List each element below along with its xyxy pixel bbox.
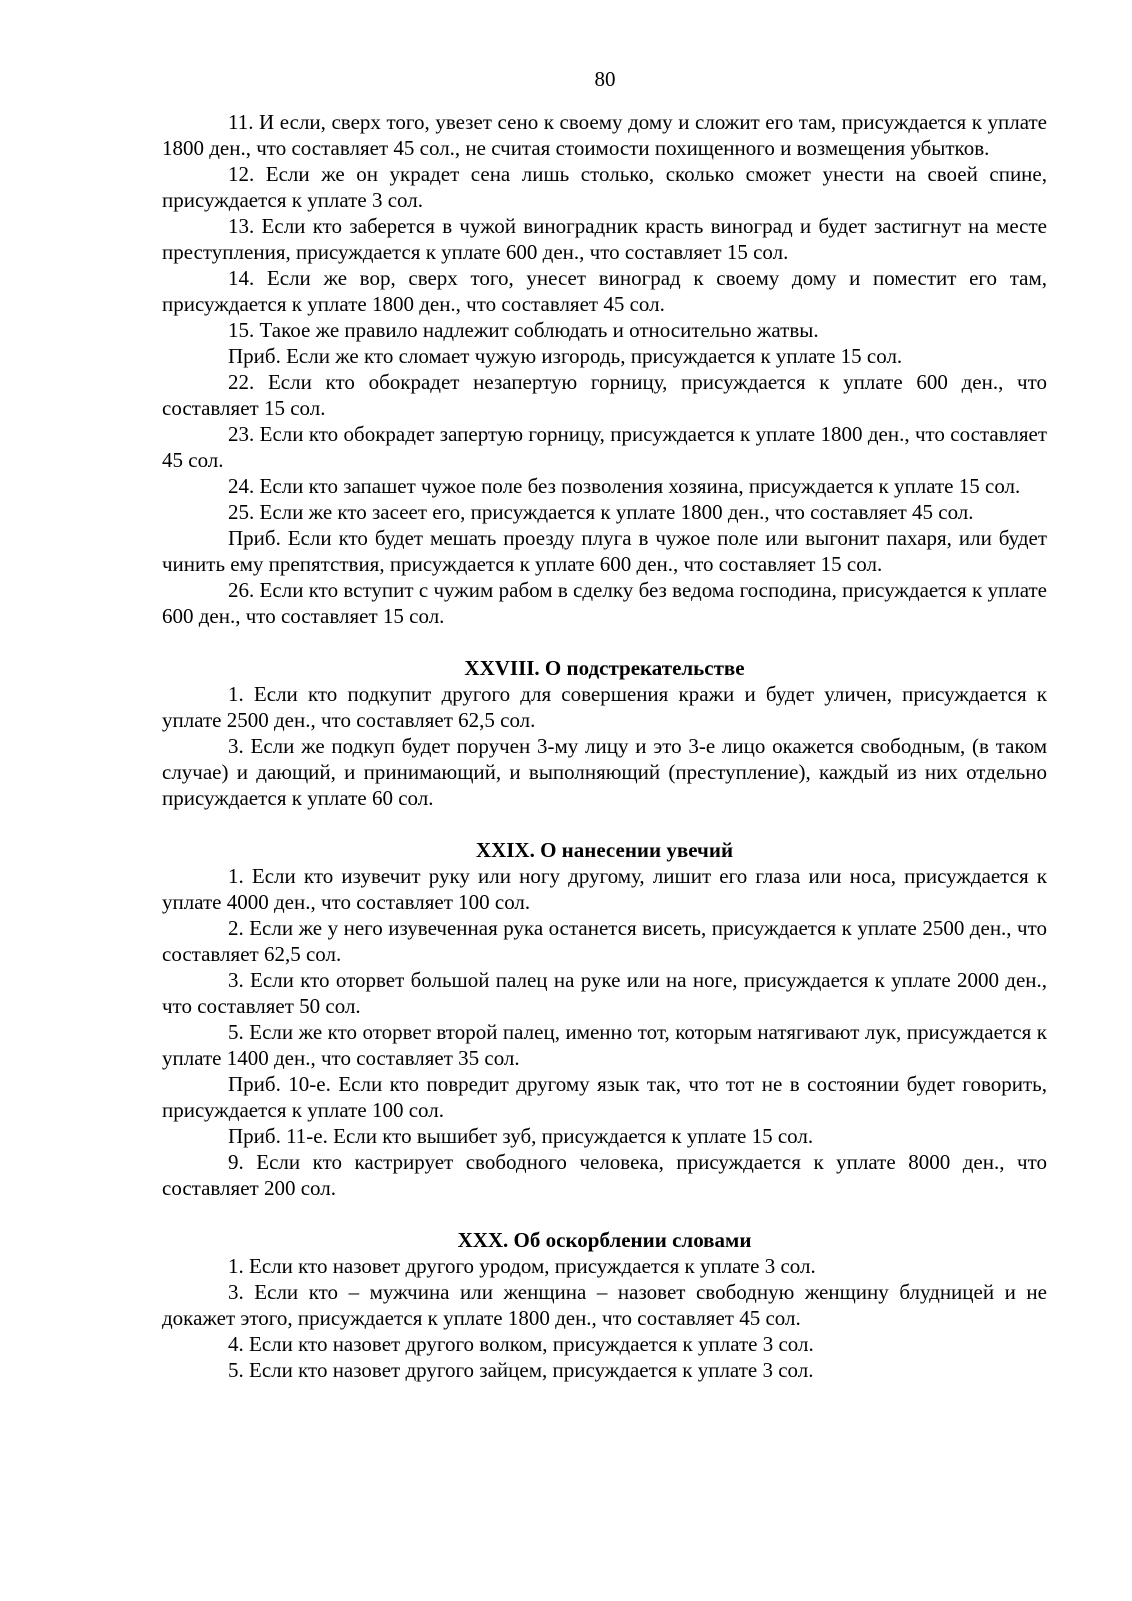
paragraph: Приб. Если же кто сломает чужую изгородь, присуждается к уплате 15 сол. [228, 344, 903, 368]
paragraph: 2. Если же у него изувеченная рука останется висеть, присуждается к уплате 2500 ден., что составляет 62,5 сол. [162, 916, 1047, 966]
paragraph: 5. Если же кто оторвет второй палец, именно тот, которым натягивают лук, присуждается к уплате 1400 ден., что составляет 35 сол. [162, 1020, 1047, 1070]
paragraph: 14. Если же вор, сверх того, унесет виноград к своему дому и поместит его там, присуждается к уплате 1800 ден., что составляет 45 сол. [162, 266, 1047, 316]
paragraph: 3. Если же подкуп будет поручен 3-му лицу и это 3-е лицо окажется свободным, (в таком случае) и дающий, и принимающий, и выполняющий (преступление), каждый из них отдельно присуждается к уплате 60 сол. [162, 734, 1047, 810]
paragraph: 25. Если же кто засеет его, присуждается к уплате 1800 ден., что составляет 45 сол. [228, 500, 974, 524]
paragraph: 1. Если кто подкупит другого для совершения кражи и будет уличен, присуждается к уплате 2500 ден., что составляет 62,5 сол. [162, 682, 1047, 732]
paragraph: 5. Если кто назовет другого зайцем, присуждается к уплате 3 сол. [228, 1358, 814, 1382]
paragraph: 13. Если кто заберется в чужой виноградник красть виноград и будет застигнут на месте преступления, присуждается к уплате 600 ден., что составляет 15 сол. [162, 214, 1047, 264]
paragraph: 26. Если кто вступит с чужим рабом в сделку без ведома господина, присуждается к уплате 600 ден., что составляет 15 сол. [162, 578, 1047, 628]
paragraph: Приб. 11-е. Если кто вышибет зуб, присуждается к уплате 15 сол. [228, 1124, 814, 1148]
section-continued [162, 109, 1047, 629]
section-xxx [162, 1227, 1047, 1383]
paragraph: 23. Если кто обокрадет запертую горницу, присуждается к уплате 1800 ден., что составляет 45 сол. [162, 422, 1047, 472]
page-number: 80 [594, 67, 616, 91]
paragraph: Приб. 10-е. Если кто повредит другому язык так, что тот не в состоянии будет говорить, присуждается к уплате 100 сол. [162, 1072, 1047, 1122]
paragraph: 3. Если кто оторвет большой палец на руке или на ноге, присуждается к уплате 2000 ден., что составляет 50 сол. [162, 968, 1047, 1018]
paragraph: 1. Если кто назовет другого уродом, присуждается к уплате 3 сол. [228, 1254, 816, 1278]
section-heading: XXIX. О нанесении увечий [475, 838, 734, 862]
paragraph: 24. Если кто запашет чужое поле без позволения хозяина, присуждается к уплате 15 сол. [228, 474, 1021, 498]
section-xxix [162, 837, 1047, 1201]
paragraph: 1. Если кто изувечит руку или ногу другому, лишит его глаза или носа, присуждается к уплате 4000 ден., что составляет 100 сол. [162, 864, 1047, 914]
section-xxviii [162, 655, 1047, 811]
section-heading: XXX. Об оскорблении словами [457, 1228, 752, 1252]
paragraph: 4. Если кто назовет другого волком, присуждается к уплате 3 сол. [228, 1332, 814, 1356]
paragraph: 3. Если кто – мужчина или женщина – назовет свободную женщину блудницей и не докажет этого, присуждается к уплате 1800 ден., что составляет 45 сол. [162, 1280, 1047, 1330]
document-body [162, 109, 1047, 1383]
paragraph: 9. Если кто кастрирует свободного человека, присуждается к уплате 8000 ден., что составляет 200 сол. [162, 1150, 1047, 1200]
paragraph: Приб. Если кто будет мешать проезду плуга в чужое поле или выгонит пахаря, или будет чинить ему препятствия, присуждается к уплате 600 ден., что составляет 15 сол. [162, 526, 1047, 576]
section-heading: XXVIII. О подстрекательстве [464, 656, 745, 680]
paragraph: 15. Такое же правило надлежит соблюдать и относительно жатвы. [228, 318, 819, 342]
paragraph: 12. Если же он украдет сена лишь столько, сколько сможет унести на своей спине, присуждается к уплате 3 сол. [162, 162, 1047, 212]
paragraph: 11. И если, сверх того, увезет сено к своему дому и сложит его там, присуждается к уплате 1800 ден., что составляет 45 сол., не считая стоимости похищенного и возмещения убытков. [162, 110, 1047, 160]
paragraph: 22. Если кто обокрадет незапертую горницу, присуждается к уплате 600 ден., что составляет 15 сол. [162, 370, 1047, 420]
